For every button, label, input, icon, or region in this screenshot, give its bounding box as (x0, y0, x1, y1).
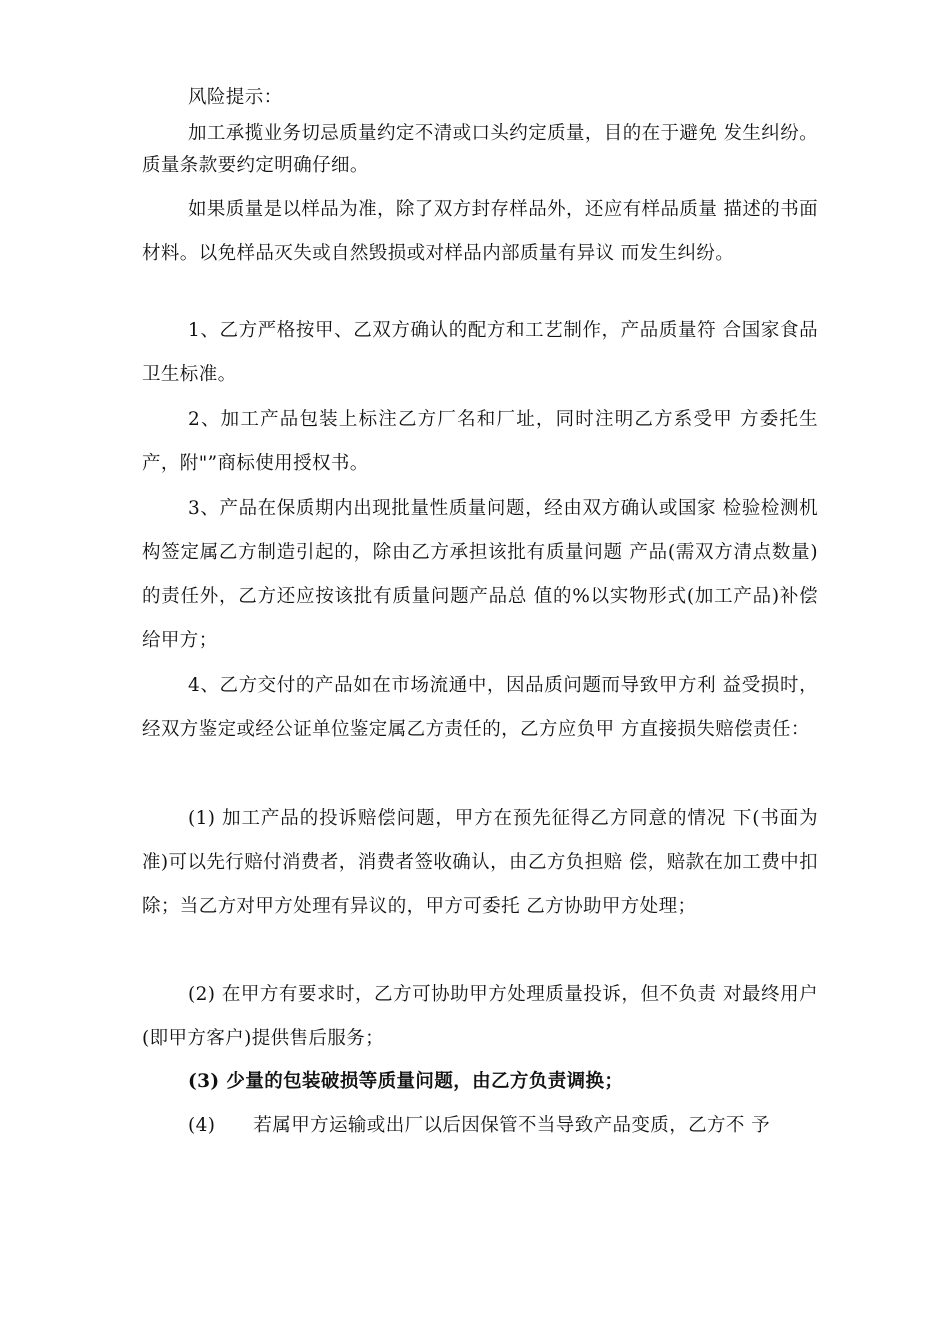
clause-2: 2、加工产品包装上标注乙方厂名和厂址，同时注明乙方系受甲 方委托生产，附"”商标使用授权书。 (142, 409, 818, 474)
sub-clause-3: (3) 少量的包装破损等质量问题，由乙方负责调换； (188, 1071, 624, 1092)
sub-clause-4-number: (4) (188, 1115, 216, 1136)
sub-clause-2: (2) 在甲方有要求时，乙方可协助甲方处理质量投诉，但不负责 对最终用户(即甲方客户)提供售后服务； (142, 984, 818, 1049)
clause-4: 4、乙方交付的产品如在市场流通中，因品质问题而导致甲方利 益受损时，经双方鉴定或经公证单位鉴定属乙方责任的，乙方应负甲 方直接损失赔偿责任： (142, 675, 818, 740)
paragraph-sample-quality: 如果质量是以样品为准，除了双方封存样品外，还应有样品质量 描述的书面材料。以免样品灭失或自然毁损或对样品内部质量有异议 而发生纠纷。 (142, 199, 818, 264)
sub-clause-4-text: 若属甲方运输或出厂以后因保管不当导致产品变质，乙方不 予 (253, 1115, 770, 1136)
sub-clause-1: (1) 加工产品的投诉赔偿问题，甲方在预先征得乙方同意的情况 下(书面为准)可以先行赔付消费者，消费者签收确认，由乙方负担赔 偿，赔款在加工费中扣除；当乙方对甲方处理有异议的，甲方可委托 乙方协助甲方处理； (142, 808, 818, 917)
clause-1: 1、乙方严格按甲、乙双方确认的配方和工艺制作，产品质量符 合国家食品卫生标准。 (142, 320, 818, 385)
risk-warning-heading: 风险提示： (188, 87, 283, 108)
sub-clause-4 (142, 1104, 818, 1148)
paragraph-quality-agreement: 加工承揽业务切忌质量约定不清或口头约定质量，目的在于避免 发生纠纷。质量条款要约定明确仔细。 (142, 123, 818, 176)
clause-3: 3、产品在保质期内出现批量性质量问题，经由双方确认或国家 检验检测机构签定属乙方制造引起的，除由乙方承担该批有质量问题 产品(需双方清点数量)的责任外，乙方还应按该批有质量问题产品总 值的%以实物形式(加工产品)补偿给甲方； (142, 498, 818, 651)
